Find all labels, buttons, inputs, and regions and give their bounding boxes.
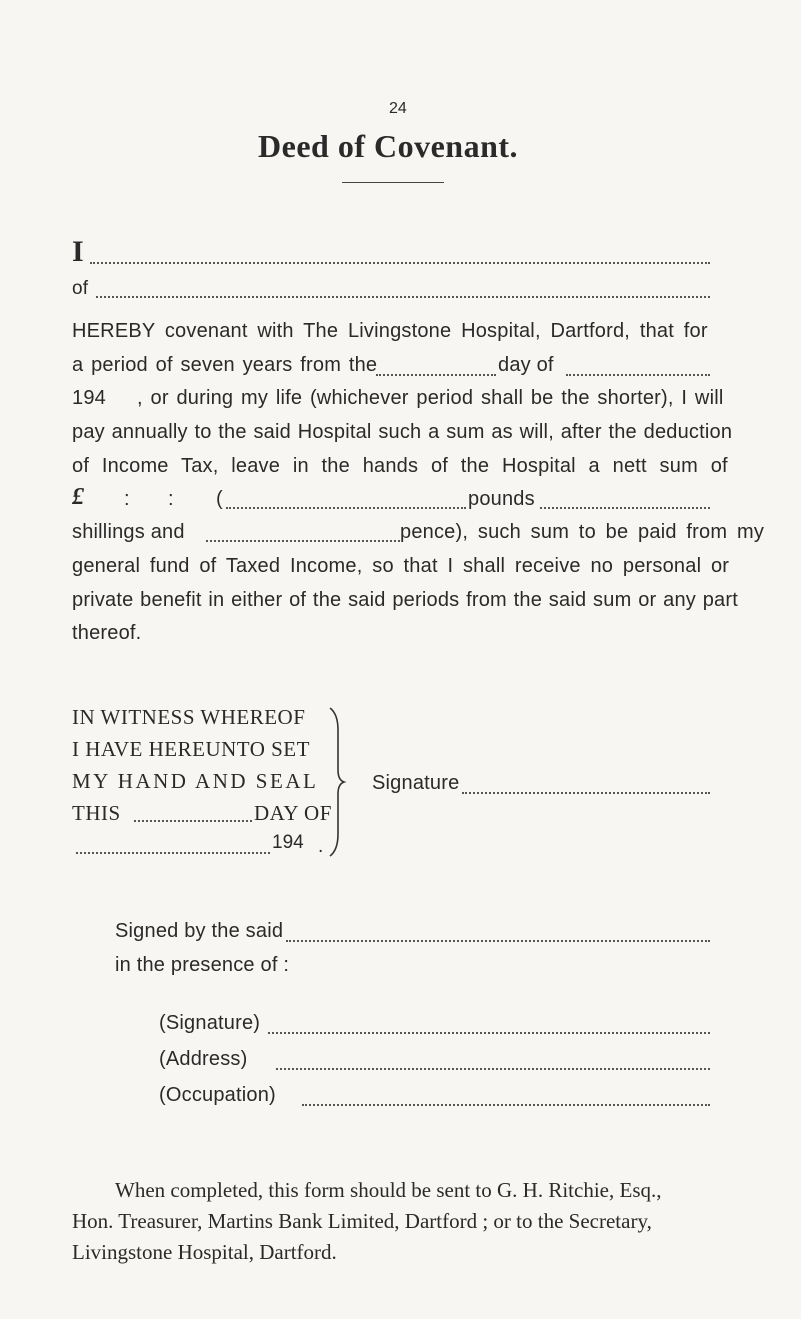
body-line-7-b: pence), such sum to be paid from my bbox=[400, 521, 765, 543]
start-month-field[interactable] bbox=[566, 374, 710, 376]
pounds-after-field[interactable] bbox=[540, 507, 710, 509]
witness-line-5-dot: . bbox=[318, 836, 324, 857]
page-number: 24 bbox=[389, 100, 407, 117]
footer-line-2: Hon. Treasurer, Martins Bank Limited, Dartford ; or to the Secretary, bbox=[72, 1209, 652, 1233]
witness-day-field[interactable] bbox=[134, 820, 252, 822]
body-line-7-a: shillings and bbox=[72, 521, 185, 543]
signature-field[interactable] bbox=[462, 792, 710, 794]
footer-line-3: Livingstone Hospital, Dartford. bbox=[72, 1240, 337, 1264]
witness-brace-icon bbox=[326, 706, 348, 858]
pounds-label: pounds bbox=[468, 488, 535, 510]
body-line-5: of Income Tax, leave in the hands of the Hospital a nett sum of bbox=[72, 455, 728, 477]
covenantor-name-field[interactable] bbox=[90, 262, 710, 264]
body-line-10: thereof. bbox=[72, 622, 142, 644]
witness-occupation-field[interactable] bbox=[302, 1104, 710, 1106]
witness-address-label: (Address) bbox=[159, 1048, 248, 1070]
signature-label: Signature bbox=[372, 772, 460, 794]
witness-signature-label: (Signature) bbox=[159, 1012, 261, 1034]
body-line-2-a: a period of seven years from the bbox=[72, 354, 378, 376]
pound-sign: £ bbox=[72, 484, 84, 510]
body-line-1: HEREBY covenant with The Livingstone Hospital, Dartford, that for bbox=[72, 320, 708, 342]
footer-line-1: When completed, this form should be sent to G. H. Ritchie, Esq., bbox=[115, 1178, 662, 1202]
witness-line-2: I HAVE HEREUNTO SET bbox=[72, 737, 310, 761]
witness-line-5: 194 bbox=[272, 832, 304, 853]
presence-label: in the presence of : bbox=[115, 954, 290, 976]
witness-occupation-label: (Occupation) bbox=[159, 1084, 276, 1106]
witness-line-4-b: DAY OF bbox=[254, 801, 332, 825]
of-label: of bbox=[72, 278, 89, 299]
witness-line-3: MY HAND AND SEAL bbox=[72, 769, 319, 793]
signed-by-label: Signed by the said bbox=[115, 920, 284, 942]
document-title: Deed of Covenant. bbox=[258, 128, 519, 164]
start-day-field[interactable] bbox=[376, 374, 496, 376]
body-line-2-b: day of bbox=[498, 354, 554, 376]
witness-month-field[interactable] bbox=[76, 852, 270, 854]
signed-by-field[interactable] bbox=[286, 940, 710, 942]
body-line-4: pay annually to the said Hospital such a sum as will, after the deduction bbox=[72, 421, 733, 443]
covenantor-initial: I bbox=[72, 235, 84, 268]
body-line-9: private benefit in either of the said periods from the said sum or any part bbox=[72, 589, 739, 611]
pounds-colon-2: : bbox=[168, 488, 174, 510]
witness-signature-field[interactable] bbox=[268, 1032, 710, 1034]
witness-line-4-a: THIS bbox=[72, 801, 121, 825]
title-rule bbox=[342, 182, 444, 183]
pounds-colon-1: : bbox=[124, 488, 130, 510]
body-line-8: general fund of Taxed Income, so that I shall receive no personal or bbox=[72, 555, 730, 577]
body-line-3: 194 , or during my life (whichever period shall be the shorter), I will bbox=[72, 387, 724, 409]
pounds-words-field[interactable] bbox=[226, 507, 466, 509]
pounds-open-paren: ( bbox=[216, 488, 223, 510]
shillings-field[interactable] bbox=[206, 540, 400, 542]
witness-line-1: IN WITNESS WHEREOF bbox=[72, 705, 306, 729]
witness-address-field[interactable] bbox=[276, 1068, 710, 1070]
covenantor-address-field[interactable] bbox=[96, 296, 710, 298]
